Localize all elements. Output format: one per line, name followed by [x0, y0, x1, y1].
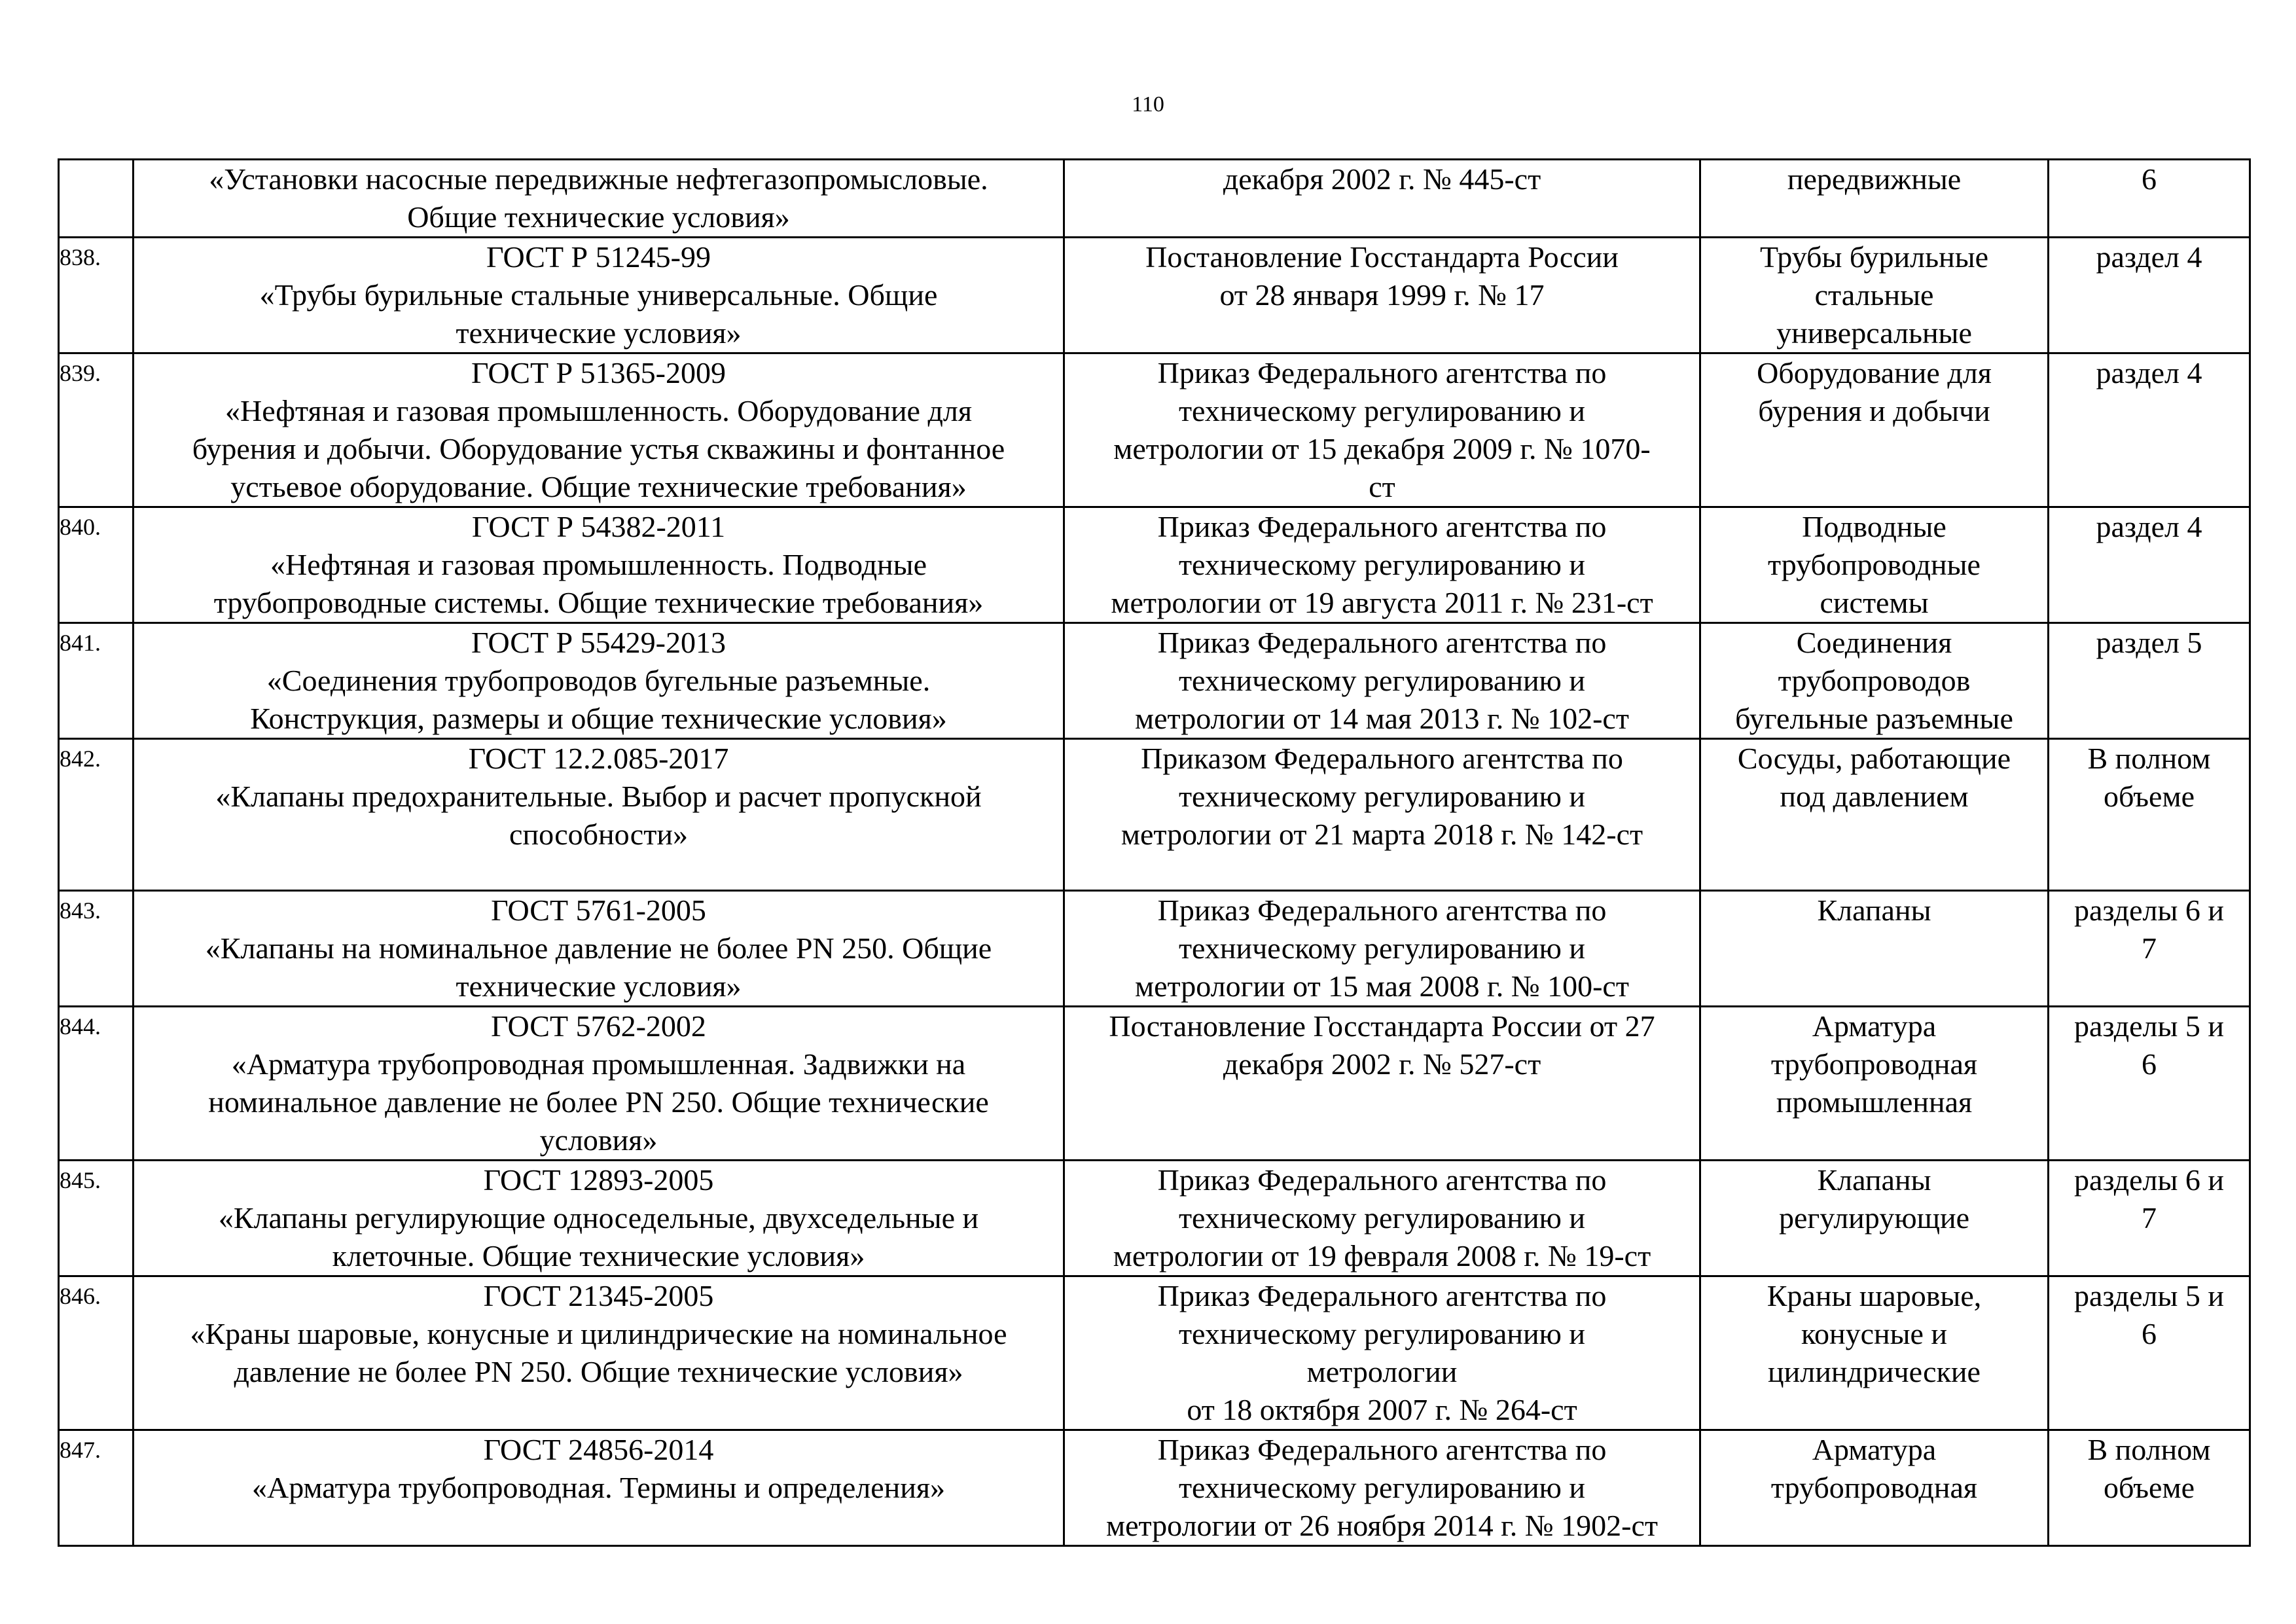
object-cell	[1700, 1007, 2049, 1161]
page-number: 110	[1132, 92, 1164, 117]
document-cell-line: ГОСТ Р 51245-99	[486, 240, 711, 274]
section-cell-line: 6	[2142, 162, 2157, 196]
section-cell	[2049, 623, 2250, 739]
section-cell-line: разделы 5 и	[2073, 1009, 2225, 1043]
approval-cell-line: техническому регулированию и	[1178, 1201, 1586, 1235]
row-number: 840.	[59, 507, 134, 623]
section-cell	[2049, 891, 2250, 1007]
object-cell	[1700, 1430, 2049, 1546]
approval-cell	[1064, 160, 1700, 238]
object-cell-line: бурения и добычи	[1758, 394, 1990, 427]
approval-cell-line: Постановление Госстандарта России	[1145, 240, 1619, 274]
document-cell-line: бурения и добычи. Оборудование устья скважины и фонтанное	[192, 432, 1005, 465]
approval-cell	[1064, 1430, 1700, 1546]
section-cell	[2049, 507, 2250, 623]
document-cell-line: ГОСТ 5761-2005	[491, 893, 706, 927]
approval-cell-line: техническому регулированию и	[1178, 664, 1586, 697]
document-cell	[134, 160, 1064, 238]
document-cell-line: ГОСТ 5762-2002	[491, 1009, 706, 1043]
object-cell-line: стальные	[1814, 278, 1934, 312]
object-cell-line: промышленная	[1776, 1085, 1973, 1119]
approval-cell-line: Приказ Федерального агентства по	[1157, 356, 1607, 389]
approval-cell-line: Приказ Федерального агентства по	[1157, 626, 1607, 659]
document-cell-line: «Нефтяная и газовая промышленность. Подводные	[270, 548, 927, 581]
document-cell	[134, 623, 1064, 739]
document-cell-line: ГОСТ 12893-2005	[483, 1163, 714, 1197]
object-cell-line: Клапаны	[1817, 1163, 1931, 1197]
standards-table	[58, 158, 2251, 1547]
approval-cell-line: от 18 октября 2007 г. № 264-ст	[1187, 1393, 1577, 1426]
approval-cell-line: техническому регулированию и	[1178, 780, 1586, 813]
table-row	[59, 623, 2250, 739]
document-cell	[134, 353, 1064, 507]
document-cell	[134, 238, 1064, 353]
object-cell-line: Краны шаровые,	[1767, 1279, 1982, 1312]
document-cell	[134, 1007, 1064, 1161]
section-cell-line: В полном	[2087, 742, 2211, 775]
approval-cell-line: метрологии от 19 февраля 2008 г. № 19-ст	[1113, 1239, 1651, 1272]
document-cell	[134, 1276, 1064, 1430]
object-cell	[1700, 623, 2049, 739]
document-cell-line: «Установки насосные передвижные нефтегазопромысловые.	[209, 162, 988, 196]
section-cell-line: раздел 4	[2096, 356, 2202, 389]
object-cell-line: трубопроводные	[1768, 548, 1981, 581]
object-cell	[1700, 1161, 2049, 1276]
object-cell-line: регулирующие	[1778, 1201, 1970, 1235]
document-cell-line: «Трубы бурильные стальные универсальные. Общие	[259, 278, 938, 312]
document-cell-line: давление не более PN 250. Общие технические условия»	[234, 1355, 963, 1388]
table-row	[59, 739, 2250, 891]
document-cell-line: «Клапаны на номинальное давление не более PN 250. Общие	[205, 931, 992, 965]
document-cell-line: «Краны шаровые, конусные и цилиндрические на номинальное	[190, 1317, 1007, 1350]
row-number: 842.	[59, 739, 134, 891]
table-row	[59, 353, 2250, 507]
row-number: 843.	[59, 891, 134, 1007]
document-cell-line: «Арматура трубопроводная. Термины и определения»	[251, 1471, 946, 1504]
approval-cell-line: от 28 января 1999 г. № 17	[1219, 278, 1545, 312]
section-cell-line: раздел 4	[2096, 240, 2202, 274]
section-cell-line: раздел 5	[2096, 626, 2202, 659]
section-cell-line: 6	[2142, 1317, 2157, 1350]
section-cell	[2049, 1007, 2250, 1161]
section-cell-line: разделы 6 и	[2073, 893, 2225, 927]
section-cell	[2049, 1430, 2250, 1546]
object-cell	[1700, 507, 2049, 623]
approval-cell	[1064, 739, 1700, 891]
document-cell	[134, 1161, 1064, 1276]
document-cell-line: номинальное давление не более PN 250. Общие технические	[208, 1085, 989, 1119]
object-cell-line: бугельные разъемные	[1735, 702, 2013, 735]
object-cell-line: Сосуды, работающие	[1737, 742, 2011, 775]
document-cell-line: ГОСТ 24856-2014	[483, 1433, 714, 1466]
document-cell-line: Конструкция, размеры и общие технические условия»	[250, 702, 947, 735]
table-row	[59, 1276, 2250, 1430]
section-cell-line: разделы 6 и	[2073, 1163, 2225, 1197]
document-cell	[134, 739, 1064, 891]
approval-cell	[1064, 1007, 1700, 1161]
section-cell	[2049, 353, 2250, 507]
document-cell-line: ГОСТ 21345-2005	[483, 1279, 714, 1312]
approval-cell	[1064, 238, 1700, 353]
approval-cell	[1064, 623, 1700, 739]
document-cell-line: ГОСТ 12.2.085-2017	[468, 742, 729, 775]
section-cell	[2049, 1161, 2250, 1276]
object-cell	[1700, 238, 2049, 353]
approval-cell-line: техническому регулированию и	[1178, 931, 1586, 965]
object-cell	[1700, 160, 2049, 238]
object-cell	[1700, 891, 2049, 1007]
table-row	[59, 1430, 2250, 1546]
row-number: 838.	[59, 238, 134, 353]
approval-cell-line: метрологии от 21 марта 2018 г. № 142-ст	[1121, 818, 1643, 851]
document-cell	[134, 891, 1064, 1007]
section-cell-line: В полном	[2087, 1433, 2211, 1466]
table-row	[59, 1161, 2250, 1276]
row-number: 841.	[59, 623, 134, 739]
document-cell-line: ГОСТ Р 51365-2009	[471, 356, 726, 389]
object-cell-line: Оборудование для	[1757, 356, 1992, 389]
document-cell-line: «Арматура трубопроводная промышленная. Задвижки на	[231, 1047, 966, 1081]
object-cell-line: Трубы бурильные	[1759, 240, 1989, 274]
approval-cell-line: техническому регулированию и	[1178, 1471, 1586, 1504]
table-row	[59, 891, 2250, 1007]
approval-cell-line: техническому регулированию и	[1178, 1317, 1586, 1350]
approval-cell-line: Приказ Федерального агентства по	[1157, 510, 1607, 543]
object-cell-line: цилиндрические	[1768, 1355, 1981, 1388]
object-cell-line: Соединения	[1796, 626, 1952, 659]
object-cell	[1700, 1276, 2049, 1430]
approval-cell-line: Постановление Госстандарта России от 27	[1109, 1009, 1655, 1043]
table-row	[59, 1007, 2250, 1161]
object-cell-line: системы	[1820, 586, 1929, 619]
object-cell-line: универсальные	[1776, 316, 1972, 350]
approval-cell-line: ст	[1369, 470, 1395, 503]
document-cell-line: «Клапаны предохранительные. Выбор и расчет пропускной	[215, 780, 982, 813]
table-row	[59, 507, 2250, 623]
document-cell-line: Общие технические условия»	[407, 200, 790, 234]
approval-cell-line: метрологии от 26 ноября 2014 г. № 1902-ст	[1105, 1509, 1658, 1542]
document-cell-line: ГОСТ Р 55429-2013	[471, 626, 726, 659]
approval-cell-line: метрологии от 14 мая 2013 г. № 102-ст	[1135, 702, 1629, 735]
standards-table-body	[59, 160, 2250, 1546]
object-cell-line: передвижные	[1787, 162, 1962, 196]
approval-cell-line: метрологии от 19 августа 2011 г. № 231-ст	[1111, 586, 1653, 619]
document-cell-line: «Клапаны регулирующие односедельные, двухседельные и	[218, 1201, 979, 1235]
document-cell	[134, 507, 1064, 623]
section-cell-line: 6	[2142, 1047, 2157, 1081]
object-cell-line: трубопроводная	[1770, 1471, 1978, 1504]
table-row	[59, 160, 2250, 238]
row-number: 847.	[59, 1430, 134, 1546]
document-cell-line: клеточные. Общие технические условия»	[332, 1239, 865, 1272]
document-cell-line: условия»	[539, 1123, 658, 1157]
approval-cell-line: метрологии	[1306, 1355, 1458, 1388]
document-cell-line: «Соединения трубопроводов бугельные разъемные.	[266, 664, 931, 697]
document-cell-line: технические условия»	[456, 969, 742, 1003]
section-cell-line: раздел 4	[2096, 510, 2202, 543]
object-cell-line: под давлением	[1780, 780, 1969, 813]
object-cell-line: конусные и	[1801, 1317, 1948, 1350]
approval-cell-line: Приказом Федерального агентства по	[1141, 742, 1623, 775]
object-cell	[1700, 739, 2049, 891]
document-cell-line: технические условия»	[456, 316, 742, 350]
approval-cell-line: метрологии от 15 декабря 2009 г. № 1070-	[1113, 432, 1651, 465]
object-cell-line: Клапаны	[1817, 893, 1931, 927]
section-cell	[2049, 1276, 2250, 1430]
table-row	[59, 238, 2250, 353]
approval-cell	[1064, 1161, 1700, 1276]
approval-cell-line: Приказ Федерального агентства по	[1157, 893, 1607, 927]
object-cell-line: Подводные	[1802, 510, 1946, 543]
object-cell	[1700, 353, 2049, 507]
approval-cell	[1064, 891, 1700, 1007]
section-cell-line: объеме	[2104, 1471, 2195, 1504]
row-number	[59, 160, 134, 238]
section-cell	[2049, 160, 2250, 238]
approval-cell-line: декабря 2002 г. № 527-ст	[1223, 1047, 1541, 1081]
object-cell-line: трубопроводная	[1770, 1047, 1978, 1081]
section-cell-line: 7	[2142, 931, 2157, 965]
approval-cell-line: техническому регулированию и	[1178, 394, 1586, 427]
document-cell-line: «Нефтяная и газовая промышленность. Оборудование для	[225, 394, 972, 427]
object-cell-line: Арматура	[1812, 1433, 1937, 1466]
document-cell-line: трубопроводные системы. Общие технические требования»	[213, 586, 984, 619]
section-cell-line: разделы 5 и	[2073, 1279, 2225, 1312]
object-cell-line: Арматура	[1812, 1009, 1937, 1043]
approval-cell	[1064, 353, 1700, 507]
document-cell	[134, 1430, 1064, 1546]
approval-cell-line: техническому регулированию и	[1178, 548, 1586, 581]
approval-cell	[1064, 507, 1700, 623]
approval-cell-line: метрологии от 15 мая 2008 г. № 100-ст	[1135, 969, 1629, 1003]
section-cell	[2049, 739, 2250, 891]
document-cell-line: ГОСТ Р 54382-2011	[471, 510, 726, 543]
approval-cell	[1064, 1276, 1700, 1430]
approval-cell-line: Приказ Федерального агентства по	[1157, 1433, 1607, 1466]
section-cell-line: 7	[2142, 1201, 2157, 1235]
row-number: 845.	[59, 1161, 134, 1276]
section-cell	[2049, 238, 2250, 353]
row-number: 846.	[59, 1276, 134, 1430]
document-cell-line: способности»	[509, 818, 688, 851]
row-number: 844.	[59, 1007, 134, 1161]
approval-cell-line: Приказ Федерального агентства по	[1157, 1163, 1607, 1197]
approval-cell-line: Приказ Федерального агентства по	[1157, 1279, 1607, 1312]
section-cell-line: объеме	[2104, 780, 2195, 813]
approval-cell-line: декабря 2002 г. № 445-ст	[1223, 162, 1541, 196]
document-cell-line: устьевое оборудование. Общие технические требования»	[230, 470, 967, 503]
object-cell-line: трубопроводов	[1778, 664, 1971, 697]
row-number: 839.	[59, 353, 134, 507]
